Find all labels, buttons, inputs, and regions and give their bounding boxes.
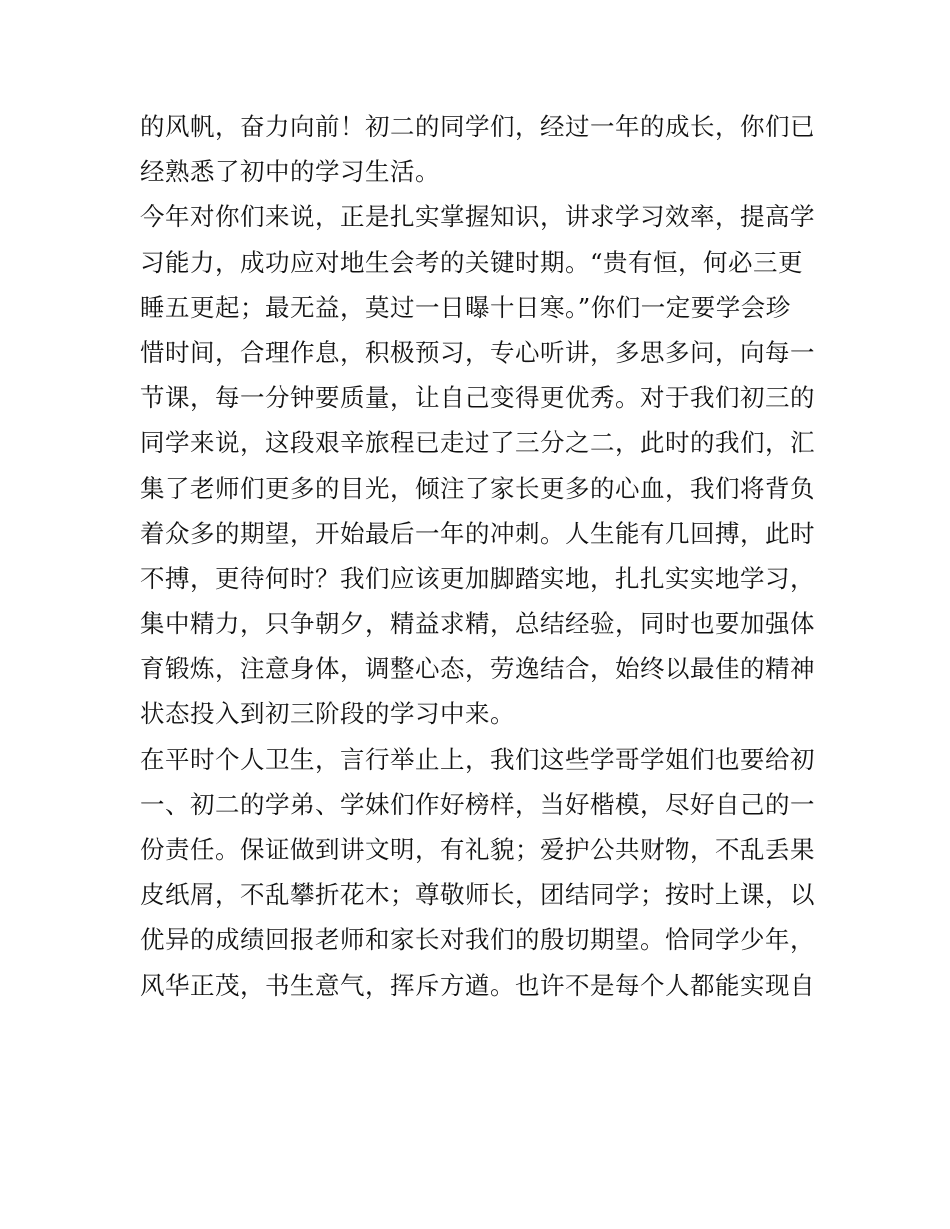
text-line-3: 今年对你们来说，正是扎实掌握知识，讲求学习效率，提高学 [140, 202, 815, 232]
text-line-18: 皮纸屑，不乱攀折花木；尊敬师长，团结同学；按时上课，以 [140, 880, 815, 910]
text-line-10: 着众多的期望，开始最后一年的冲刺。人生能有几回搏，此时 [140, 518, 815, 548]
text-line-20: 风华正茂，书生意气，挥斥方遒。也许不是每个人都能实现自 [140, 970, 815, 1000]
text-line-9: 集了老师们更多的目光，倾注了家长更多的心血，我们将背负 [140, 473, 815, 503]
text-line-16: 一、初二的学弟、学妹们作好榜样，当好楷模，尽好自己的一 [140, 789, 815, 819]
text-line-5: 睡五更起；最无益，莫过一日曝十日寒。”你们一定要学会珍 [140, 292, 791, 322]
text-line-14: 状态投入到初三阶段的学习中来。 [140, 699, 515, 729]
text-line-7: 节课，每一分钟要质量，让自己变得更优秀。对于我们初三的 [140, 383, 815, 413]
text-line-19: 优异的成绩回报老师和家长对我们的殷切期望。恰同学少年， [140, 925, 815, 955]
body-text [140, 104, 820, 1008]
text-line-15: 在平时个人卫生，言行举止上，我们这些学哥学姐们也要给初 [140, 744, 815, 774]
text-line-8: 同学来说，这段艰辛旅程已走过了三分之二，此时的我们，汇 [140, 428, 815, 458]
text-line-13: 育锻炼，注意身体，调整心态，劳逸结合，始终以最佳的精神 [140, 654, 815, 684]
text-line-1: 的风帆，奋力向前！初二的同学们，经过一年的成长，你们已 [140, 112, 815, 141]
text-line-2: 经熟悉了初中的学习生活。 [140, 157, 440, 187]
text-line-6: 惜时间，合理作息，积极预习，专心听讲，多思多问，向每一 [140, 337, 815, 367]
text-line-4: 习能力，成功应对地生会考的关键时期。“贵有恒，何必三更 [140, 247, 804, 277]
text-line-12: 集中精力，只争朝夕，精益求精，总结经验，同时也要加强体 [140, 609, 815, 639]
text-line-11: 不搏，更待何时？我们应该更加脚踏实地，扎扎实实地学习， [140, 563, 815, 593]
text-line-17: 份责任。保证做到讲文明，有礼貌；爱护公共财物，不乱丢果 [140, 835, 815, 864]
